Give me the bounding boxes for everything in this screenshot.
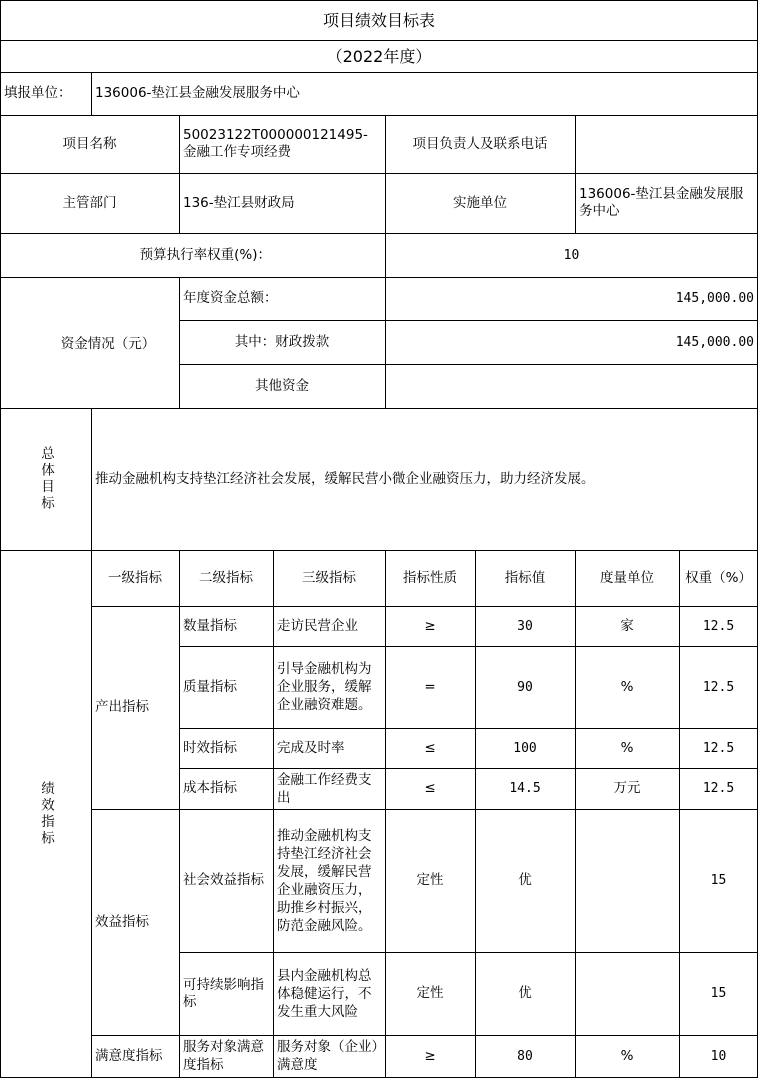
- project-name-label: 项目名称: [62, 135, 117, 152]
- level1-output: 产出指标: [95, 699, 149, 715]
- funds-other-value: [385, 364, 758, 408]
- header-weight: 权重（%）: [685, 569, 752, 586]
- row6-unit: %: [620, 1047, 634, 1064]
- row5-unit: [575, 952, 679, 1035]
- row4-level3: 推动金融机构支持垫江经济社会发展，缓解民营企业融资压力，助推乡村振兴，防范金融风险。: [277, 827, 372, 934]
- row3-nature: ≤: [424, 780, 436, 796]
- row2-unit: %: [620, 739, 634, 756]
- header-level1: 一级指标: [108, 569, 162, 586]
- goal-label-text: 总体目标: [38, 446, 54, 512]
- row5-nature: 定性: [416, 985, 444, 1001]
- row0-level2: 数量指标: [183, 617, 237, 634]
- row4-nature: 定性: [416, 872, 444, 888]
- row4-unit: [575, 809, 679, 952]
- row1-weight: 12.5: [702, 679, 735, 695]
- row2-level2: 时效指标: [183, 739, 237, 756]
- goal-label: [0, 408, 91, 550]
- page-title: 项目绩效目标表: [322, 10, 435, 30]
- funds-total-label: 年度资金总额：: [183, 290, 278, 306]
- row6-value: 80: [517, 1048, 533, 1064]
- funds-other-label: 其他资金: [255, 377, 309, 394]
- dept-label: 主管部门: [62, 194, 117, 211]
- row3-value: 14.5: [509, 781, 541, 796]
- project-name-value: 50023122T000000121495-金融工作专项经费: [183, 127, 368, 160]
- row2-level3: 完成及时率: [277, 740, 345, 756]
- row3-weight: 12.5: [702, 781, 735, 796]
- row6-nature: ≥: [424, 1047, 436, 1064]
- row5-weight: 15: [710, 986, 727, 1001]
- row0-level3: 走访民营企业: [277, 618, 358, 634]
- row0-weight: 12.5: [702, 618, 735, 634]
- funds-total-value: 145,000.00: [675, 291, 754, 306]
- row0-value: 30: [517, 618, 533, 634]
- row1-level2: 质量指标: [183, 678, 237, 695]
- level1-satisfaction: 满意度指标: [95, 1047, 163, 1064]
- row4-value: 优: [518, 872, 532, 888]
- contact-label: 项目负责人及联系电话: [412, 135, 548, 152]
- level1-benefit: 效益指标: [95, 913, 149, 930]
- funds-fiscal-value: 145,000.00: [675, 334, 754, 350]
- year-label: （2022年度）: [326, 46, 432, 66]
- row3-level2: 成本指标: [183, 780, 237, 796]
- row0-nature: ≥: [424, 617, 436, 634]
- funds-fiscal-label: 其中：财政拨款: [234, 333, 330, 350]
- row5-level3: 县内金融机构总体稳健运行，不发生重大风险: [277, 967, 372, 1020]
- row4-level2: 社会效益指标: [183, 872, 264, 888]
- budget-weight-label: 预算执行率权重(%)：: [139, 246, 271, 263]
- unit-value: 136006-垫江县金融发展服务中心: [95, 85, 300, 101]
- header-nature: 指标性质: [403, 569, 457, 586]
- row0-unit: 家: [620, 617, 634, 634]
- row5-value: 优: [518, 985, 532, 1001]
- row3-level3: 金融工作经费支出: [277, 771, 372, 806]
- contact-value: [575, 115, 758, 173]
- row2-weight: 12.5: [702, 740, 735, 756]
- row2-nature: ≤: [424, 739, 436, 756]
- row5-level2: 可持续影响指标: [183, 976, 264, 1010]
- row1-nature: =: [424, 678, 436, 695]
- row1-value: 90: [517, 679, 533, 695]
- header-level2: 二级指标: [199, 569, 253, 586]
- goal-text: 推动金融机构支持垫江经济社会发展，缓解民营小微企业融资压力，助力经济发展。: [95, 470, 595, 487]
- row2-value: 100: [513, 740, 537, 756]
- row6-weight: 10: [710, 1048, 727, 1064]
- header-level3: 三级指标: [302, 569, 356, 586]
- row6-level3: 服务对象（企业）满意度: [277, 1039, 379, 1073]
- row1-level3: 引导金融机构为企业服务，缓解企业融资难题。: [277, 661, 372, 713]
- row6-level2: 服务对象满意度指标: [183, 1039, 264, 1073]
- header-value: 指标值: [504, 569, 546, 586]
- row3-unit: 万元: [613, 780, 641, 796]
- budget-weight-value: 10: [563, 247, 580, 263]
- header-unit: 度量单位: [600, 569, 654, 586]
- dept-value: 136-垫江县财政局: [183, 194, 295, 211]
- row1-unit: %: [620, 678, 634, 695]
- row4-weight: 15: [710, 873, 727, 888]
- unit-label: 填报单位：: [4, 85, 72, 101]
- indicators-label-text: 绩效指标: [38, 780, 54, 847]
- funds-label: 资金情况（元）: [60, 335, 156, 352]
- impl-value: 136006-垫江县金融发展服务中心: [579, 186, 744, 219]
- indicators-label: [0, 550, 91, 1077]
- impl-label: 实施单位: [453, 194, 507, 211]
